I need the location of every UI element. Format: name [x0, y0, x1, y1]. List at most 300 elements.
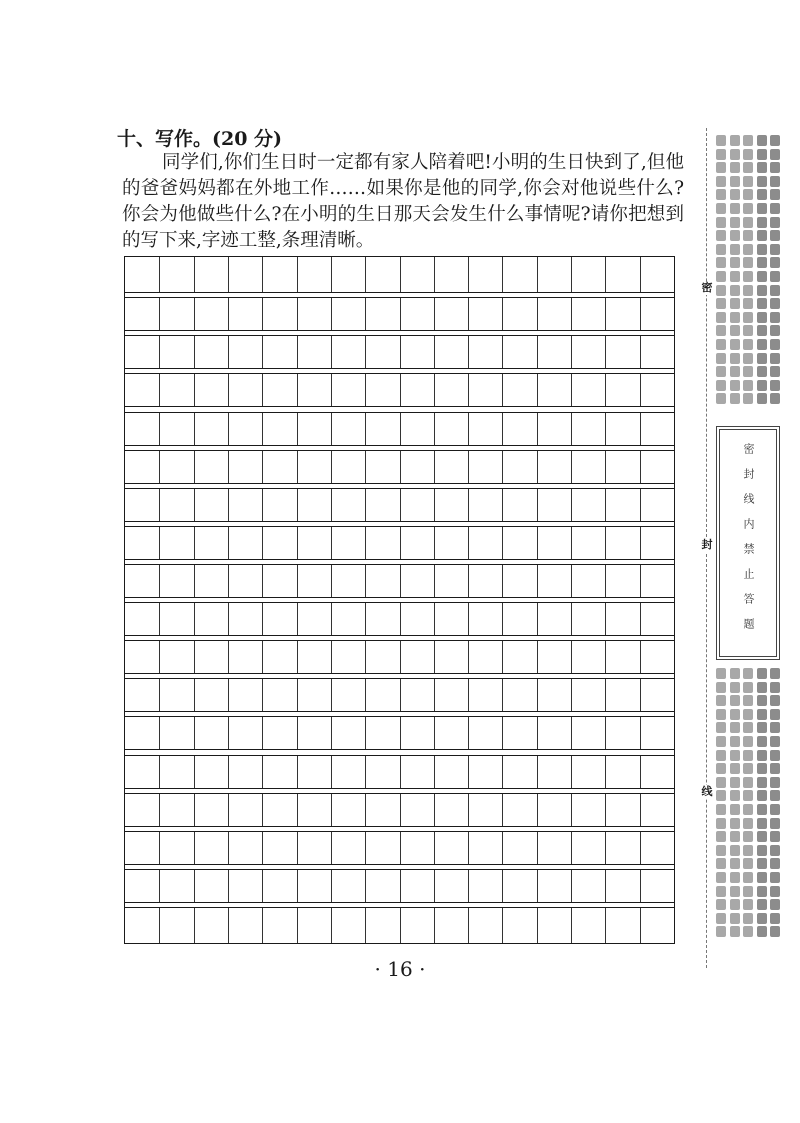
grid-cell-divider: [159, 603, 160, 635]
grid-cell-divider: [502, 641, 503, 673]
pattern-dot: [730, 804, 740, 815]
grid-cell-divider: [502, 413, 503, 445]
pattern-dot: [743, 750, 753, 761]
grid-cell-divider: [434, 451, 435, 483]
pattern-dot: [770, 926, 780, 937]
grid-cell-divider: [400, 641, 401, 673]
grid-cell-divider: [297, 908, 298, 943]
pattern-dot: [730, 926, 740, 937]
pattern-dot: [716, 257, 726, 268]
pattern-dot: [757, 135, 767, 146]
grid-cell-divider: [468, 413, 469, 445]
pattern-dot: [716, 230, 726, 241]
grid-row: [125, 831, 674, 865]
grid-cell-divider: [297, 257, 298, 292]
grid-cell-divider: [537, 451, 538, 483]
grid-cell-divider: [297, 489, 298, 521]
grid-row: [125, 716, 674, 750]
pattern-dot: [757, 217, 767, 228]
grid-cell-divider: [331, 870, 332, 902]
grid-cell-divider: [468, 679, 469, 711]
pattern-dot: [757, 162, 767, 173]
pattern-dot: [730, 298, 740, 309]
grid-cell-divider: [262, 679, 263, 711]
grid-cell-divider: [400, 832, 401, 864]
grid-cell-divider: [537, 641, 538, 673]
grid-cell-divider: [640, 527, 641, 559]
grid-cell-divider: [502, 257, 503, 292]
grid-cell-divider: [400, 413, 401, 445]
grid-cell-divider: [365, 374, 366, 406]
grid-cell-divider: [571, 413, 572, 445]
pattern-dot: [730, 722, 740, 733]
grid-cell-divider: [605, 603, 606, 635]
grid-cell-divider: [297, 794, 298, 826]
grid-cell-divider: [331, 717, 332, 749]
grid-cell-divider: [228, 641, 229, 673]
grid-cell-divider: [468, 565, 469, 597]
pattern-dot: [757, 189, 767, 200]
pattern-dot: [730, 285, 740, 296]
grid-cell-divider: [468, 717, 469, 749]
grid-cell-divider: [365, 603, 366, 635]
pattern-dot: [770, 790, 780, 801]
grid-cell-divider: [365, 679, 366, 711]
grid-cell-divider: [537, 717, 538, 749]
grid-cell-divider: [194, 679, 195, 711]
grid-cell-divider: [640, 679, 641, 711]
grid-cell-divider: [400, 679, 401, 711]
grid-cell-divider: [400, 489, 401, 521]
grid-cell-divider: [640, 451, 641, 483]
grid-cell-divider: [228, 374, 229, 406]
pattern-dot: [757, 790, 767, 801]
grid-cell-divider: [159, 641, 160, 673]
pattern-dot: [757, 149, 767, 160]
grid-cell-divider: [640, 603, 641, 635]
pattern-dot: [716, 722, 726, 733]
grid-cell-divider: [434, 527, 435, 559]
pattern-dot: [730, 203, 740, 214]
grid-cell-divider: [159, 413, 160, 445]
pattern-dot: [730, 709, 740, 720]
no-answer-notice-box: [716, 426, 780, 660]
pattern-dot: [716, 285, 726, 296]
grid-cell-divider: [228, 489, 229, 521]
grid-cell-divider: [262, 257, 263, 292]
grid-cell-divider: [434, 641, 435, 673]
pattern-dot: [716, 695, 726, 706]
pattern-dot: [770, 271, 780, 282]
pattern-dot: [770, 244, 780, 255]
pattern-dot: [730, 872, 740, 883]
grid-cell-divider: [228, 603, 229, 635]
grid-cell-divider: [537, 756, 538, 788]
pattern-dot: [730, 393, 740, 404]
pattern-dot: [757, 285, 767, 296]
grid-cell-divider: [502, 679, 503, 711]
grid-cell-divider: [537, 489, 538, 521]
grid-cell-divider: [297, 374, 298, 406]
pattern-dot: [770, 393, 780, 404]
grid-cell-divider: [537, 298, 538, 330]
grid-cell-divider: [537, 336, 538, 368]
pattern-dot: [770, 189, 780, 200]
grid-cell-divider: [605, 794, 606, 826]
pattern-dot: [730, 790, 740, 801]
grid-cell-divider: [468, 603, 469, 635]
pattern-dot: [743, 339, 753, 350]
pattern-dot: [730, 763, 740, 774]
grid-cell-divider: [297, 603, 298, 635]
grid-cell-divider: [502, 298, 503, 330]
grid-cell-divider: [262, 374, 263, 406]
pattern-dot: [743, 135, 753, 146]
pattern-dot: [770, 804, 780, 815]
grid-cell-divider: [159, 374, 160, 406]
pattern-dot: [730, 176, 740, 187]
pattern-dot: [757, 750, 767, 761]
grid-cell-divider: [228, 336, 229, 368]
grid-cell-divider: [571, 717, 572, 749]
grid-cell-divider: [605, 870, 606, 902]
pattern-dot: [757, 230, 767, 241]
grid-cell-divider: [159, 832, 160, 864]
grid-cell-divider: [605, 374, 606, 406]
grid-cell-divider: [640, 641, 641, 673]
pattern-dot: [743, 858, 753, 869]
pattern-dot: [730, 831, 740, 842]
grid-cell-divider: [571, 374, 572, 406]
grid-row: [125, 564, 674, 598]
grid-cell-divider: [159, 451, 160, 483]
grid-cell-divider: [331, 336, 332, 368]
grid-cell-divider: [194, 717, 195, 749]
grid-cell-divider: [537, 870, 538, 902]
grid-cell-divider: [571, 257, 572, 292]
grid-cell-divider: [571, 908, 572, 943]
grid-cell-divider: [194, 374, 195, 406]
pattern-dot: [743, 899, 753, 910]
pattern-dot: [757, 298, 767, 309]
pattern-dot: [730, 325, 740, 336]
grid-cell-divider: [194, 870, 195, 902]
pattern-dot: [730, 366, 740, 377]
grid-cell-divider: [159, 908, 160, 943]
grid-cell-divider: [502, 603, 503, 635]
grid-cell-divider: [571, 298, 572, 330]
pattern-dot: [716, 736, 726, 747]
pattern-dot: [743, 176, 753, 187]
grid-cell-divider: [468, 794, 469, 826]
grid-cell-divider: [640, 794, 641, 826]
grid-cell-divider: [262, 565, 263, 597]
pattern-dot: [730, 899, 740, 910]
grid-cell-divider: [159, 257, 160, 292]
pattern-dot: [770, 682, 780, 693]
grid-cell-divider: [434, 794, 435, 826]
grid-cell-divider: [159, 794, 160, 826]
grid-cell-divider: [194, 489, 195, 521]
pattern-dot: [770, 162, 780, 173]
grid-cell-divider: [194, 641, 195, 673]
grid-cell-divider: [640, 413, 641, 445]
grid-cell-divider: [434, 257, 435, 292]
pattern-dot: [716, 790, 726, 801]
grid-cell-divider: [228, 413, 229, 445]
grid-cell-divider: [605, 832, 606, 864]
grid-cell-divider: [262, 908, 263, 943]
grid-cell-divider: [605, 336, 606, 368]
grid-cell-divider: [400, 717, 401, 749]
grid-cell-divider: [605, 641, 606, 673]
pattern-dot: [716, 777, 726, 788]
grid-cell-divider: [468, 527, 469, 559]
pattern-dot: [716, 831, 726, 842]
pattern-dot: [716, 203, 726, 214]
pattern-dot: [743, 872, 753, 883]
question-prompt: 同学们,你们生日时一定都有家人陪着吧!小明的生日快到了,但他的爸爸妈妈都在外地工作……如果你是他的同学,你会对他说些什么?你会为他做些什么?在小明的生日那天会发生什么事情呢?请你把想到的写下来,字迹工整,条理清晰。: [122, 152, 684, 251]
grid-cell-divider: [228, 794, 229, 826]
pattern-dot: [757, 339, 767, 350]
binding-label-mi: 密: [701, 281, 713, 294]
pattern-dot: [770, 149, 780, 160]
grid-cell-divider: [297, 717, 298, 749]
grid-cell-divider: [400, 527, 401, 559]
grid-cell-divider: [194, 413, 195, 445]
pattern-dot: [770, 135, 780, 146]
pattern-dot: [743, 203, 753, 214]
pattern-dot: [730, 736, 740, 747]
pattern-dot: [770, 217, 780, 228]
grid-cell-divider: [434, 374, 435, 406]
grid-cell-divider: [297, 298, 298, 330]
grid-cell-divider: [640, 257, 641, 292]
grid-cell-divider: [228, 298, 229, 330]
grid-cell-divider: [297, 336, 298, 368]
grid-cell-divider: [297, 413, 298, 445]
grid-cell-divider: [194, 565, 195, 597]
security-pattern-bottom: [716, 668, 782, 944]
pattern-dot: [743, 162, 753, 173]
pattern-dot: [730, 217, 740, 228]
pattern-dot: [770, 858, 780, 869]
pattern-dot: [716, 858, 726, 869]
grid-row: [125, 793, 674, 827]
grid-cell-divider: [400, 756, 401, 788]
grid-cell-divider: [605, 257, 606, 292]
grid-cell-divider: [571, 336, 572, 368]
pattern-dot: [770, 750, 780, 761]
grid-cell-divider: [537, 603, 538, 635]
pattern-dot: [743, 244, 753, 255]
grid-cell-divider: [297, 832, 298, 864]
pattern-dot: [716, 668, 726, 679]
grid-cell-divider: [262, 603, 263, 635]
grid-cell-divider: [159, 717, 160, 749]
grid-cell-divider: [331, 832, 332, 864]
grid-cell-divider: [228, 565, 229, 597]
pattern-dot: [743, 831, 753, 842]
grid-cell-divider: [297, 565, 298, 597]
grid-cell-divider: [331, 257, 332, 292]
grid-cell-divider: [571, 451, 572, 483]
grid-cell-divider: [228, 870, 229, 902]
pattern-dot: [730, 913, 740, 924]
binding-label-feng: 封: [701, 538, 713, 551]
grid-cell-divider: [468, 451, 469, 483]
grid-cell-divider: [571, 870, 572, 902]
pattern-dot: [743, 353, 753, 364]
grid-cell-divider: [502, 870, 503, 902]
pattern-dot: [716, 271, 726, 282]
grid-cell-divider: [365, 870, 366, 902]
grid-cell-divider: [194, 908, 195, 943]
grid-cell-divider: [434, 413, 435, 445]
grid-cell-divider: [640, 336, 641, 368]
grid-cell-divider: [468, 908, 469, 943]
grid-cell-divider: [331, 641, 332, 673]
grid-cell-divider: [365, 298, 366, 330]
pattern-dot: [757, 858, 767, 869]
grid-cell-divider: [331, 298, 332, 330]
pattern-dot: [770, 777, 780, 788]
grid-row: [125, 869, 674, 903]
grid-row: [125, 488, 674, 522]
grid-cell-divider: [537, 257, 538, 292]
pattern-dot: [757, 722, 767, 733]
grid-cell-divider: [537, 374, 538, 406]
grid-cell-divider: [571, 641, 572, 673]
pattern-dot: [716, 189, 726, 200]
pattern-dot: [730, 271, 740, 282]
pattern-dot: [716, 312, 726, 323]
grid-row: [125, 297, 674, 331]
grid-row: [125, 257, 674, 293]
pattern-dot: [716, 682, 726, 693]
pattern-dot: [716, 339, 726, 350]
grid-cell-divider: [434, 717, 435, 749]
grid-cell-divider: [331, 603, 332, 635]
grid-cell-divider: [228, 451, 229, 483]
pattern-dot: [757, 682, 767, 693]
pattern-dot: [770, 899, 780, 910]
grid-cell-divider: [365, 257, 366, 292]
grid-cell-divider: [228, 257, 229, 292]
pattern-dot: [730, 845, 740, 856]
pattern-dot: [770, 668, 780, 679]
pattern-dot: [716, 872, 726, 883]
grid-cell-divider: [640, 717, 641, 749]
grid-row: [125, 450, 674, 484]
no-answer-notice-inner: [719, 429, 777, 657]
grid-cell-divider: [262, 451, 263, 483]
pattern-dot: [757, 899, 767, 910]
pattern-dot: [730, 695, 740, 706]
pattern-dot: [757, 203, 767, 214]
grid-cell-divider: [468, 257, 469, 292]
pattern-dot: [730, 149, 740, 160]
pattern-dot: [730, 257, 740, 268]
pattern-dot: [716, 298, 726, 309]
grid-cell-divider: [365, 451, 366, 483]
grid-cell-divider: [297, 527, 298, 559]
grid-cell-divider: [640, 565, 641, 597]
grid-cell-divider: [468, 832, 469, 864]
grid-cell-divider: [502, 717, 503, 749]
pattern-dot: [770, 176, 780, 187]
grid-cell-divider: [331, 451, 332, 483]
grid-cell-divider: [365, 336, 366, 368]
pattern-dot: [770, 339, 780, 350]
grid-cell-divider: [434, 298, 435, 330]
grid-cell-divider: [262, 298, 263, 330]
grid-cell-divider: [640, 298, 641, 330]
grid-cell-divider: [400, 451, 401, 483]
grid-cell-divider: [400, 336, 401, 368]
grid-row: [125, 526, 674, 560]
pattern-dot: [770, 722, 780, 733]
pattern-dot: [770, 230, 780, 241]
grid-cell-divider: [262, 832, 263, 864]
pattern-dot: [716, 217, 726, 228]
pattern-dot: [757, 380, 767, 391]
grid-cell-divider: [365, 527, 366, 559]
grid-cell-divider: [400, 908, 401, 943]
no-answer-notice-text: 密封线内禁止答题: [742, 443, 755, 643]
pattern-dot: [757, 257, 767, 268]
grid-cell-divider: [159, 756, 160, 788]
grid-cell-divider: [228, 717, 229, 749]
grid-cell-divider: [159, 298, 160, 330]
pattern-dot: [770, 312, 780, 323]
pattern-dot: [743, 380, 753, 391]
grid-cell-divider: [537, 679, 538, 711]
grid-cell-divider: [605, 413, 606, 445]
grid-cell-divider: [262, 413, 263, 445]
grid-cell-divider: [262, 489, 263, 521]
pattern-dot: [770, 366, 780, 377]
grid-cell-divider: [262, 527, 263, 559]
grid-cell-divider: [159, 565, 160, 597]
grid-cell-divider: [159, 489, 160, 521]
pattern-dot: [716, 380, 726, 391]
grid-cell-divider: [537, 413, 538, 445]
security-pattern-top: [716, 135, 782, 420]
grid-cell-divider: [468, 756, 469, 788]
grid-cell-divider: [331, 565, 332, 597]
pattern-dot: [716, 353, 726, 364]
pattern-dot: [770, 285, 780, 296]
pattern-dot: [757, 872, 767, 883]
grid-cell-divider: [502, 756, 503, 788]
pattern-dot: [730, 380, 740, 391]
grid-cell-divider: [365, 908, 366, 943]
grid-cell-divider: [194, 527, 195, 559]
grid-cell-divider: [194, 756, 195, 788]
grid-cell-divider: [194, 336, 195, 368]
grid-cell-divider: [194, 257, 195, 292]
pattern-dot: [730, 162, 740, 173]
grid-cell-divider: [605, 451, 606, 483]
grid-cell-divider: [262, 717, 263, 749]
pattern-dot: [743, 366, 753, 377]
grid-cell-divider: [605, 298, 606, 330]
grid-cell-divider: [434, 908, 435, 943]
pattern-dot: [716, 750, 726, 761]
grid-cell-divider: [365, 756, 366, 788]
grid-cell-divider: [502, 489, 503, 521]
